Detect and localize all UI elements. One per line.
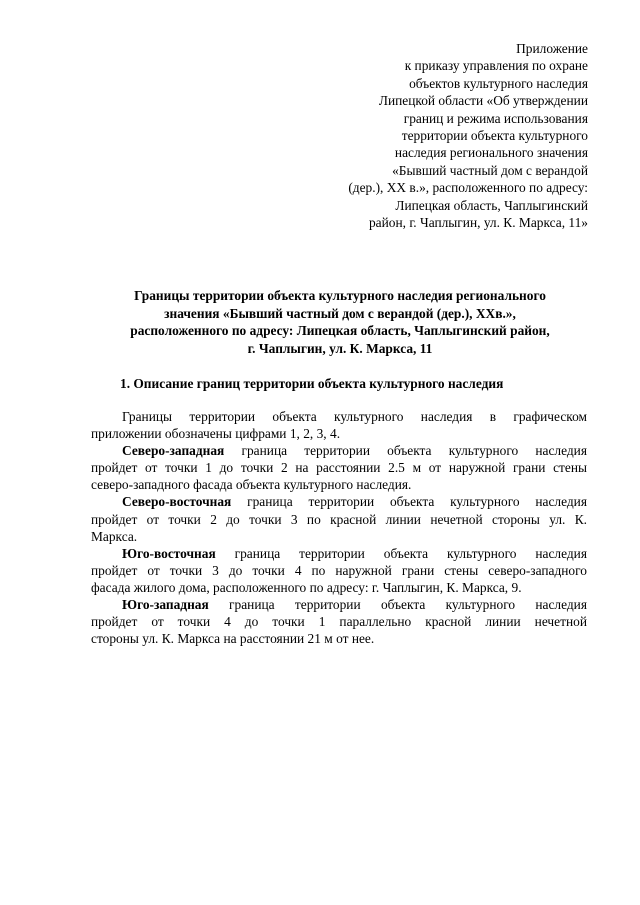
paragraph-line: пройдет от точки 2 до точки 3 по красной линии нечетной стороны ул. К. [91, 511, 587, 527]
appendix-line: к приказу управления по охране [404, 58, 588, 74]
boundary-label-southeast: Юго-восточная [122, 545, 216, 561]
boundary-label-northwest: Северо-западная [122, 443, 225, 459]
section-heading: 1. Описание границ территории объекта культурного наследия [120, 376, 504, 391]
paragraph-text: граница территории объекта культурного наследия [208, 597, 587, 613]
paragraph-text: граница территории объекта культурного наследия [215, 545, 587, 561]
paragraph-northwest [91, 442, 587, 493]
paragraph-northeast [91, 493, 587, 544]
paragraph-line: Маркса. [91, 528, 138, 544]
paragraph-southeast [91, 545, 587, 596]
title-line: г. Чаплыгин, ул. К. Маркса, 11 [247, 340, 433, 356]
title-line: Границы территории объекта культурного наследия регионального [134, 288, 546, 303]
paragraph-line: северо-западного фасада объекта культурного наследия. [91, 477, 412, 493]
paragraph-text: граница территории объекта культурного наследия [224, 443, 587, 459]
paragraph-text: граница территории объекта культурного наследия [231, 494, 587, 510]
paragraph-line: пройдет от точки 1 до точки 2 на расстоянии 2.5 м от наружной грани стены [91, 460, 587, 476]
paragraph-line: фасада жилого дома, расположенного по адресу: г. Чаплыгин, К. Маркса, 9. [91, 579, 522, 595]
paragraph-line: приложении обозначены цифрами 1, 2, 3, 4. [91, 426, 341, 442]
appendix-line: Приложение [516, 41, 588, 56]
appendix-block [268, 40, 588, 231]
appendix-line: Липецкой области «Об утверждении [378, 93, 588, 109]
appendix-line: границ и режима использования [403, 110, 588, 126]
appendix-line: «Бывший частный дом с верандой [392, 162, 588, 178]
paragraph-line: пройдет от точки 3 до точки 4 по наружной грани стены северо-западного [91, 562, 587, 578]
paragraph-line: стороны ул. К. Маркса на расстоянии 21 м от нее. [91, 631, 375, 647]
paragraph-line [91, 596, 587, 613]
paragraph-line: Границы территории объекта культурного наследия в графическом [122, 409, 587, 424]
paragraph-southwest [91, 596, 587, 647]
title-line: расположенного по адресу: Липецкая область, Чаплыгинский район, [130, 323, 550, 339]
title-line: значения «Бывший частный дом с верандой (дер.), XXв.», [164, 305, 516, 321]
boundary-label-southwest: Юго-западная [122, 597, 209, 613]
appendix-line: (дер.), XX в.», расположенного по адресу: [348, 180, 588, 196]
appendix-line: наследия регионального значения [394, 145, 588, 161]
paragraph-line [91, 545, 587, 562]
appendix-line: территории объекта культурного [401, 128, 588, 144]
body-text [91, 408, 587, 647]
appendix-line: объектов культурного наследия [409, 75, 588, 91]
boundary-label-northeast: Северо-восточная [122, 494, 232, 510]
document-title [80, 287, 600, 357]
appendix-line: Липецкая область, Чаплыгинский [395, 197, 588, 213]
paragraph-line [91, 442, 587, 459]
paragraph-intro [91, 408, 587, 442]
appendix-line: район, г. Чаплыгин, ул. К. Маркса, 11» [368, 215, 588, 231]
paragraph-line: пройдет от точки 4 до точки 1 параллельно красной линии нечетной [91, 614, 587, 630]
paragraph-line [91, 493, 587, 510]
